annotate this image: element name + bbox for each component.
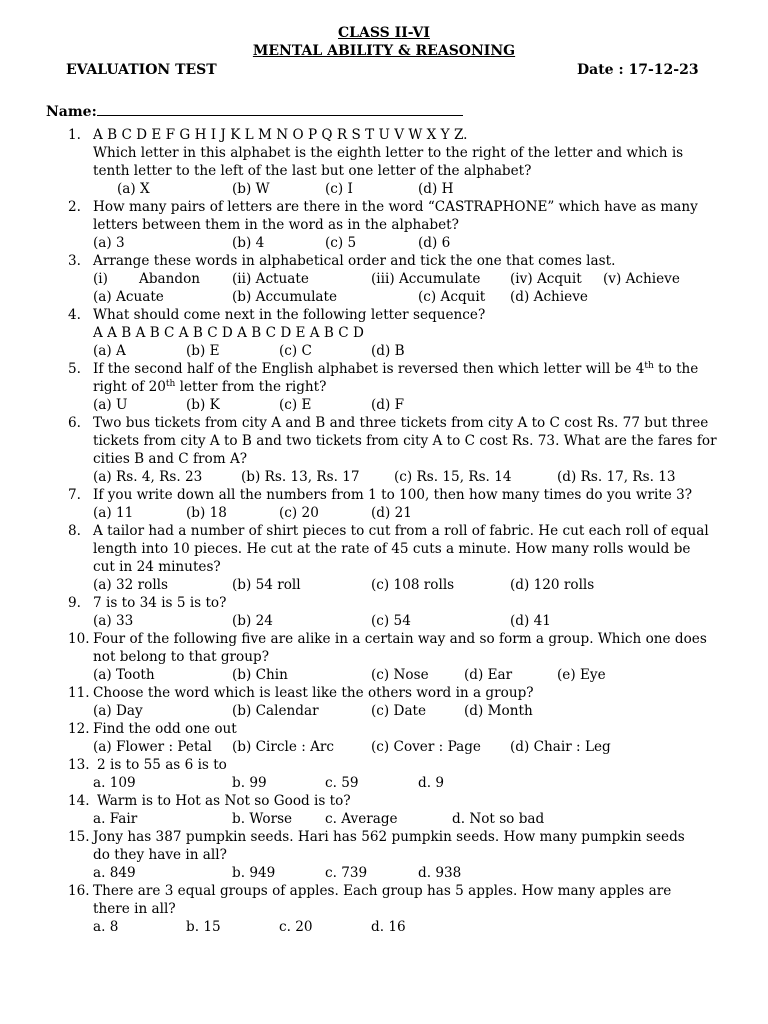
option-d[interactable]: d. 9 bbox=[418, 775, 444, 791]
word-item: (iv) Acquit bbox=[510, 271, 582, 287]
name-field[interactable] bbox=[46, 101, 463, 121]
question-text: What should come next in the following letter sequence? bbox=[93, 307, 486, 323]
option-b[interactable]: (b) Rs. 13, Rs. 17 bbox=[241, 469, 360, 485]
option-a[interactable]: a. 849 bbox=[93, 865, 136, 881]
option-c[interactable]: (c) 5 bbox=[325, 235, 357, 251]
word-item: (ii) Actuate bbox=[232, 271, 309, 287]
option-c[interactable]: (c) I bbox=[325, 181, 353, 197]
option-b[interactable]: b. 949 bbox=[232, 865, 276, 881]
option-c[interactable]: (c) Nose bbox=[371, 667, 429, 683]
option-a[interactable]: (a) X bbox=[117, 181, 150, 197]
question-number: 10. bbox=[68, 631, 90, 647]
question-number: 3. bbox=[68, 253, 81, 269]
option-d[interactable]: (d) Achieve bbox=[510, 289, 588, 305]
option-b[interactable]: (b) 24 bbox=[232, 613, 273, 629]
option-b[interactable]: (b) Chin bbox=[232, 667, 288, 683]
option-b[interactable]: b. 15 bbox=[186, 919, 221, 935]
option-d[interactable]: (d) B bbox=[371, 343, 405, 359]
option-b[interactable]: b. Worse bbox=[232, 811, 293, 827]
option-d[interactable]: d. Not so bad bbox=[452, 811, 545, 827]
question-number: 16. bbox=[68, 883, 90, 899]
question-number: 14. bbox=[68, 793, 90, 809]
word-item: (i) bbox=[93, 271, 108, 287]
question-number: 2. bbox=[68, 199, 81, 215]
word-item: Abandon bbox=[139, 271, 201, 287]
question-number: 12. bbox=[68, 721, 90, 737]
question-text: letters between them in the word as in the alphabet? bbox=[93, 217, 459, 233]
question-text: Choose the word which is least like the others word in a group? bbox=[93, 685, 534, 701]
option-a[interactable]: (a) Flower : Petal bbox=[93, 739, 212, 755]
option-c[interactable]: (c) 54 bbox=[371, 613, 411, 629]
word-item: (v) Achieve bbox=[603, 271, 680, 287]
option-a[interactable]: a. Fair bbox=[93, 811, 138, 827]
option-c[interactable]: (c) C bbox=[279, 343, 312, 359]
question-text: A A B A B C A B C D A B C D E A B C D bbox=[93, 325, 364, 341]
test-title: EVALUATION TEST bbox=[66, 62, 217, 78]
question-text: If the second half of the English alphabet is reversed then which letter will be 4th to the bbox=[93, 361, 699, 377]
option-c[interactable]: (c) 20 bbox=[279, 505, 319, 521]
word-item: (iii) Accumulate bbox=[371, 271, 481, 287]
subject-heading: MENTAL ABILITY & REASONING bbox=[252, 43, 516, 59]
option-b[interactable]: (b) E bbox=[186, 343, 220, 359]
question-number: 5. bbox=[68, 361, 81, 377]
option-a[interactable]: (a) U bbox=[93, 397, 128, 413]
option-c[interactable]: (c) E bbox=[279, 397, 312, 413]
question-text: Four of the following five are alike in a certain way and so form a group. Which one does bbox=[93, 631, 707, 647]
option-a[interactable]: (a) 33 bbox=[93, 613, 134, 629]
question-text: Two bus tickets from city A and B and three tickets from city A to C cost Rs. 77 but three bbox=[93, 415, 709, 431]
question-text: A B C D E F G H I J K L M N O P Q R S T U V W X Y Z. bbox=[93, 127, 468, 143]
test-date: Date : 17-12-23 bbox=[577, 62, 699, 78]
question-text: Warm is to Hot as Not so Good is to? bbox=[97, 793, 351, 809]
option-d[interactable]: (d) Rs. 17, Rs. 13 bbox=[557, 469, 676, 485]
question-text: How many pairs of letters are there in the word “CASTRAPHONE” which have as many bbox=[93, 199, 698, 215]
option-b[interactable]: b. 99 bbox=[232, 775, 267, 791]
option-d[interactable]: (d) Ear bbox=[464, 667, 513, 683]
option-d[interactable]: (d) F bbox=[371, 397, 405, 413]
question-text: If you write down all the numbers from 1 to 100, then how many times do you write 3? bbox=[93, 487, 693, 503]
option-c[interactable]: (c) Rs. 15, Rs. 14 bbox=[394, 469, 512, 485]
question-text: There are 3 equal groups of apples. Each group has 5 apples. How many apples are bbox=[93, 883, 672, 899]
question-text: cities B and C from A? bbox=[93, 451, 248, 467]
question-number: 7. bbox=[68, 487, 81, 503]
question-text: 7 is to 34 is 5 is to? bbox=[93, 595, 227, 611]
class-heading: CLASS II-VI bbox=[338, 25, 430, 41]
option-d[interactable]: (d) 6 bbox=[418, 235, 451, 251]
name-label: Name: bbox=[46, 104, 97, 120]
option-c[interactable]: (c) Cover : Page bbox=[371, 739, 481, 755]
option-b[interactable]: (b) 4 bbox=[232, 235, 265, 251]
option-c[interactable]: (c) Date bbox=[371, 703, 427, 719]
question-text: not belong to that group? bbox=[93, 649, 269, 665]
question-text: do they have in all? bbox=[93, 847, 227, 863]
option-b[interactable]: (b) K bbox=[186, 397, 220, 413]
option-d[interactable]: (d) H bbox=[418, 181, 454, 197]
option-a[interactable]: (a) Tooth bbox=[93, 667, 155, 683]
option-b[interactable]: (b) 54 roll bbox=[232, 577, 301, 593]
question-text: 2 is to 55 as 6 is to bbox=[97, 757, 227, 773]
name-blank-line[interactable] bbox=[97, 101, 463, 116]
option-d[interactable]: (d) Chair : Leg bbox=[510, 739, 611, 755]
question-text: there in all? bbox=[93, 901, 176, 917]
option-a[interactable]: a. 109 bbox=[93, 775, 136, 791]
option-d[interactable]: (d) 120 rolls bbox=[510, 577, 595, 593]
question-number: 15. bbox=[68, 829, 90, 845]
option-c[interactable]: (c) Acquit bbox=[418, 289, 486, 305]
option-c[interactable]: c. 20 bbox=[279, 919, 313, 935]
question-text: Find the odd one out bbox=[93, 721, 237, 737]
option-a[interactable]: (a) 11 bbox=[93, 505, 134, 521]
question-text: tenth letter to the left of the last but one letter of the alphabet? bbox=[93, 163, 532, 179]
question-number: 8. bbox=[68, 523, 81, 539]
option-c[interactable]: c. 59 bbox=[325, 775, 359, 791]
question-text: Arrange these words in alphabetical order and tick the one that comes last. bbox=[93, 253, 616, 269]
option-a[interactable]: (a) Acuate bbox=[93, 289, 164, 305]
question-number: 9. bbox=[68, 595, 81, 611]
question-text: cut in 24 minutes? bbox=[93, 559, 221, 575]
option-d[interactable]: (d) 41 bbox=[510, 613, 551, 629]
question-number: 6. bbox=[68, 415, 81, 431]
option-a[interactable]: (a) A bbox=[93, 343, 126, 359]
option-b[interactable]: (b) 18 bbox=[186, 505, 227, 521]
option-c[interactable]: c. 739 bbox=[325, 865, 368, 881]
question-number: 13. bbox=[68, 757, 90, 773]
option-c[interactable]: c. Average bbox=[325, 811, 398, 827]
option-a[interactable]: (a) 32 rolls bbox=[93, 577, 169, 593]
option-d[interactable]: d. 938 bbox=[418, 865, 462, 881]
option-b[interactable]: (b) W bbox=[232, 181, 270, 197]
option-d[interactable]: (d) Month bbox=[464, 703, 533, 719]
question-text: tickets from city A to B and two tickets from city A to C cost Rs. 73. What are the fares for bbox=[93, 433, 717, 449]
question-text: Jony has 387 pumpkin seeds. Hari has 562 pumpkin seeds. How many pumpkin seeds bbox=[93, 829, 685, 845]
option-b[interactable]: (b) Calendar bbox=[232, 703, 319, 719]
option-a[interactable]: (a) 3 bbox=[93, 235, 125, 251]
option-c[interactable]: (c) 108 rolls bbox=[371, 577, 455, 593]
option-a[interactable]: a. 8 bbox=[93, 919, 119, 935]
question-number: 1. bbox=[68, 127, 81, 143]
question-number: 11. bbox=[68, 685, 90, 701]
option-a[interactable]: (a) Rs. 4, Rs. 23 bbox=[93, 469, 203, 485]
option-b[interactable]: (b) Accumulate bbox=[232, 289, 338, 305]
option-b[interactable]: (b) Circle : Arc bbox=[232, 739, 335, 755]
question-text: right of 20th letter from the right? bbox=[93, 379, 327, 395]
question-text: A tailor had a number of shirt pieces to cut from a roll of fabric. He cut each roll of equal bbox=[93, 523, 709, 539]
option-a[interactable]: (a) Day bbox=[93, 703, 143, 719]
option-d[interactable]: (d) 21 bbox=[371, 505, 412, 521]
option-e[interactable]: (e) Eye bbox=[557, 667, 606, 683]
option-d[interactable]: d. 16 bbox=[371, 919, 406, 935]
question-number: 4. bbox=[68, 307, 81, 323]
question-text: length into 10 pieces. He cut at the rate of 45 cuts a minute. How many rolls would be bbox=[93, 541, 691, 557]
question-text: Which letter in this alphabet is the eighth letter to the right of the letter and which is bbox=[93, 145, 684, 161]
